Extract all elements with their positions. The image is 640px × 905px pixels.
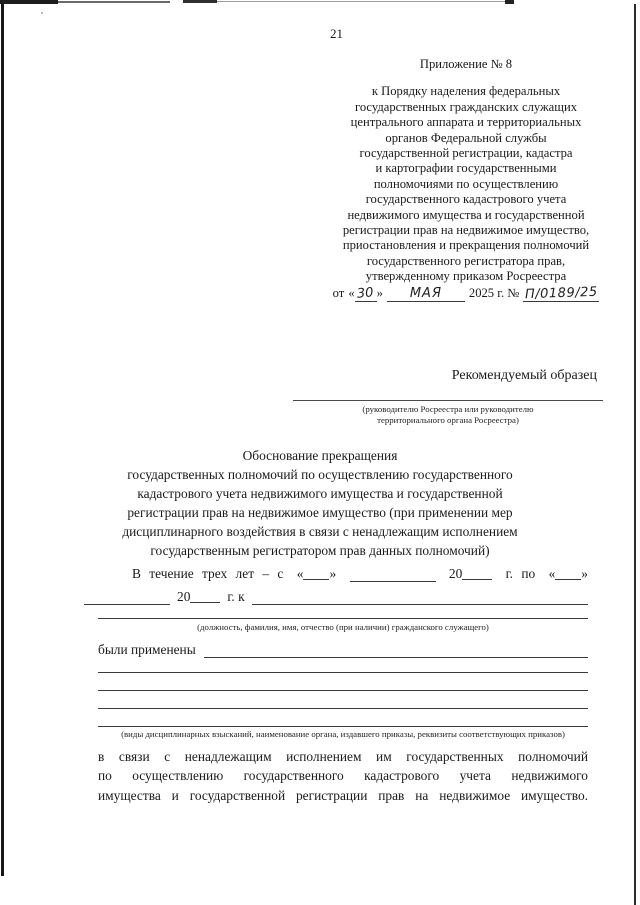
year-from-group	[449, 566, 492, 582]
handwritten-month: МАЯ	[409, 285, 442, 301]
period-line-2	[98, 589, 588, 607]
officer-fill-blank	[252, 591, 588, 605]
officer-caption: (должность, фамилия, имя, отчество (при наличии) гражданского служащего)	[197, 622, 489, 632]
appendix-line: органов Федеральной службы	[385, 130, 547, 145]
scan-border-right	[634, 4, 636, 905]
appendix-date-line	[318, 286, 614, 302]
quote-close: »	[581, 566, 588, 581]
appendix-line: государственного регистратора прав,	[366, 253, 566, 268]
fill-blank	[190, 589, 220, 603]
quote-close: »	[329, 566, 337, 581]
date-year-label: 2025 г. №	[468, 285, 520, 300]
sanctions-fill-line	[98, 726, 588, 727]
appendix-line: государственных гражданских служащих	[354, 99, 578, 114]
appendix-line: приостановления и прекращения полномочий	[342, 238, 590, 253]
scan-speck	[41, 12, 43, 14]
period-g-k: г. к	[227, 589, 245, 604]
appendix-line: государственной регистрации, кадастра	[359, 146, 573, 161]
appendix-heading: Приложение № 8	[419, 57, 513, 71]
fill-blank	[555, 566, 581, 580]
form-title-line: Обоснование прекращения	[242, 448, 398, 463]
closing-line: по осуществлению государственного кадастрового учета недвижимого	[98, 768, 588, 784]
period-g-po: г. по	[505, 566, 536, 581]
form-title-line: регистрации прав на недвижимое имущество (при применении мер	[127, 504, 513, 520]
recommended-sample-label: Рекомендуемый образец	[451, 368, 597, 383]
day-from-blank	[297, 566, 336, 582]
year-prefix: 20	[177, 589, 191, 604]
appendix-line: регистрации прав на недвижимое имущество,	[342, 223, 590, 238]
handwritten-order-number: П/0189/25	[524, 284, 598, 302]
appendix-line: утвержденному приказом Росреестра	[365, 269, 567, 284]
form-title-line: государственных полномочий по осуществлению государственного	[127, 466, 513, 482]
date-day-group	[348, 286, 383, 302]
scan-border-top	[0, 0, 58, 4]
addressee-fill-line	[293, 388, 603, 401]
form-title-line: дисциплинарного воздействия в связи с ненадлежащим исполнением	[122, 523, 518, 539]
date-from-label: от	[332, 285, 345, 300]
scan-border-top	[505, 0, 514, 4]
sanctions-fill-line	[98, 690, 588, 691]
quote-open: «	[296, 566, 304, 581]
appendix-line: недвижимого имущества и государственной	[347, 207, 585, 222]
year-to-group	[177, 589, 220, 605]
addressee-block	[293, 388, 603, 426]
appendix-line: к Порядку наделения федеральных	[371, 84, 561, 99]
form-title	[58, 447, 582, 560]
sanctions-caption: (виды дисциплинарных взысканий, наименование органа, издавшего приказы, реквизиты соответствующих приказов)	[121, 729, 565, 739]
handwritten-day: 30	[356, 284, 375, 302]
scan-border-left	[1, 0, 4, 876]
quote-open: «	[348, 285, 355, 300]
quote-close: »	[376, 285, 383, 300]
appendix-line: центрального аппарата и территориальных	[350, 115, 582, 130]
appendix-block	[318, 57, 614, 302]
sanctions-fill-line	[98, 708, 588, 709]
sanctions-fill-blank	[204, 644, 588, 658]
month-from-blank	[350, 568, 436, 582]
order-number-fill-line	[523, 286, 599, 302]
month-fill-line	[387, 286, 465, 302]
quote-open: «	[548, 566, 556, 581]
sanctions-fill-line	[98, 672, 588, 673]
appendix-line: полномочиями по осуществлению	[373, 176, 559, 191]
officer-fill-line	[98, 618, 588, 619]
appendix-line: и картографии государственными	[375, 161, 557, 176]
closing-line: в связи с ненадлежащим исполнением им государственных полномочий	[98, 749, 588, 764]
period-intro: В течение трех лет – с	[132, 566, 284, 581]
scan-border-top	[58, 1, 170, 3]
year-prefix: 20	[448, 566, 463, 581]
page-number: 21	[330, 26, 343, 41]
form-title-line: кадастрового учета недвижимого имущества и государственной	[137, 485, 503, 501]
scan-border-top	[183, 0, 217, 3]
appendix-line: государственного кадастрового учета	[365, 192, 567, 207]
day-to-blank	[549, 566, 588, 582]
form-body	[98, 566, 588, 805]
month-to-blank	[84, 591, 170, 605]
form-title-line: государственным регистратором прав данных полномочий)	[150, 542, 490, 558]
applied-label: были применены	[98, 642, 196, 657]
scan-border-top	[217, 1, 507, 2]
addressee-caption: территориального органа Росреестра)	[377, 415, 519, 425]
period-line-1	[98, 566, 588, 584]
applied-row	[98, 642, 588, 660]
fill-blank	[462, 566, 492, 580]
closing-paragraph	[98, 747, 588, 805]
addressee-caption: (руководителю Росреестра или руководителю	[362, 404, 534, 414]
closing-line: имущества и государственной регистрации прав на недвижимое имущество.	[98, 787, 588, 803]
fill-blank	[303, 566, 329, 580]
